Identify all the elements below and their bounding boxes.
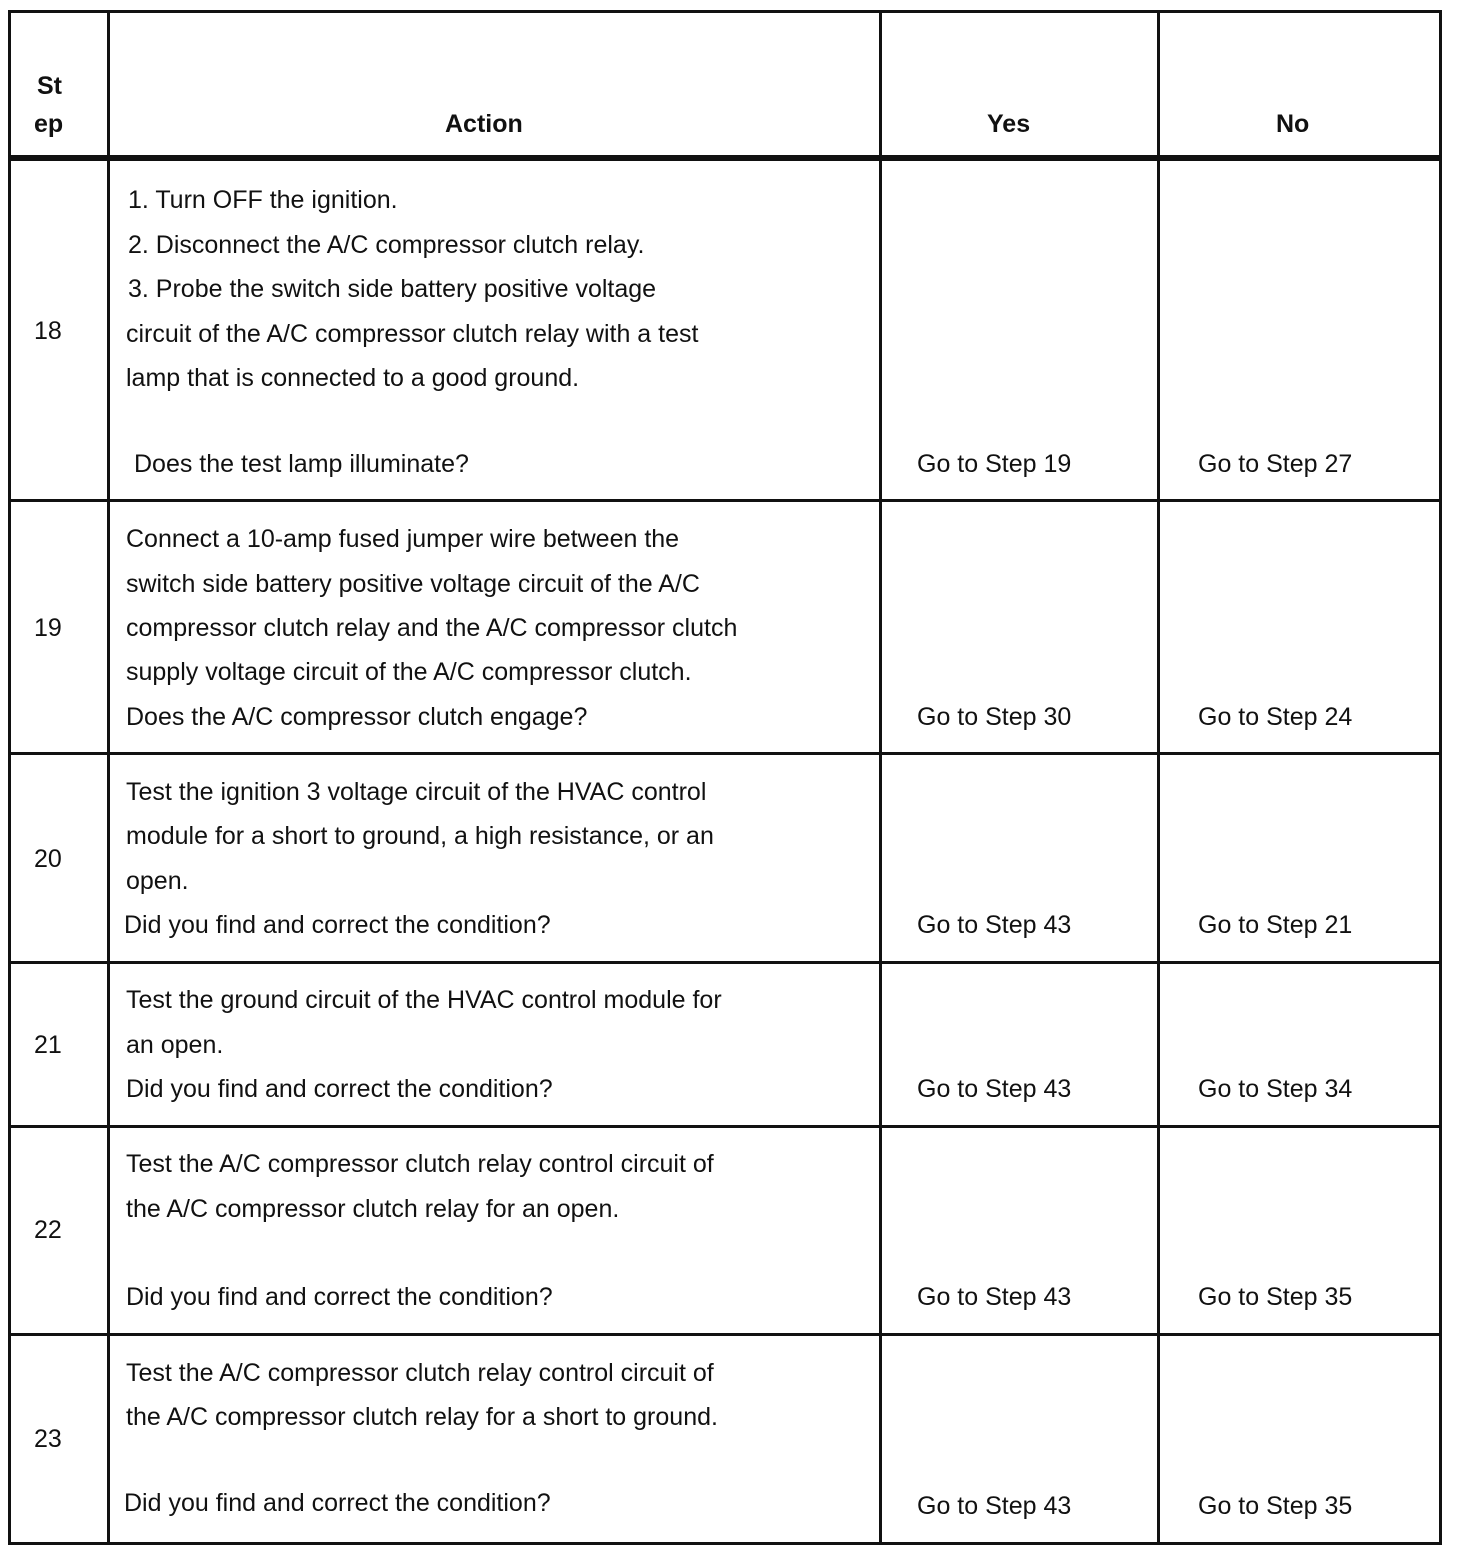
step-number: 18 (34, 317, 62, 345)
action-line: module for a short to ground, a high resistance, or an (126, 822, 714, 850)
action-question: Did you find and correct the condition? (124, 911, 551, 939)
table-border-top (8, 10, 1442, 13)
step-number: 19 (34, 614, 62, 642)
yes-result: Go to Step 43 (917, 1283, 1072, 1311)
header-step-line1: St (37, 72, 62, 100)
column-divider (1157, 10, 1160, 1545)
action-line: lamp that is connected to a good ground. (126, 364, 580, 392)
row-divider (8, 1333, 1442, 1336)
column-divider (107, 10, 110, 1545)
action-line: circuit of the A/C compressor clutch relay with a test (126, 320, 699, 348)
action-line: an open. (126, 1031, 224, 1059)
no-result: Go to Step 27 (1198, 450, 1353, 478)
column-divider (879, 10, 882, 1545)
action-line: Test the A/C compressor clutch relay control circuit of (126, 1359, 714, 1387)
no-result: Go to Step 34 (1198, 1075, 1353, 1103)
diagnostic-table (8, 10, 1442, 1545)
table-border-left (8, 10, 11, 1545)
row-divider (8, 961, 1442, 964)
action-line: Test the A/C compressor clutch relay control circuit of (126, 1150, 714, 1178)
header-yes: Yes (987, 110, 1031, 138)
header-step-line2: ep (34, 110, 64, 138)
table-border-bottom (8, 1542, 1442, 1545)
action-question: Does the A/C compressor clutch engage? (126, 703, 588, 731)
yes-result: Go to Step 19 (917, 450, 1072, 478)
step-number: 20 (34, 845, 62, 873)
action-question: Did you find and correct the condition? (126, 1075, 553, 1103)
action-line: open. (126, 867, 189, 895)
action-line: compressor clutch relay and the A/C compressor clutch (126, 614, 738, 642)
header-divider (8, 155, 1442, 161)
yes-result: Go to Step 43 (917, 1492, 1072, 1520)
row-divider (8, 1125, 1442, 1128)
yes-result: Go to Step 43 (917, 911, 1072, 939)
yes-result: Go to Step 43 (917, 1075, 1072, 1103)
no-result: Go to Step 21 (1198, 911, 1353, 939)
row-divider (8, 499, 1442, 502)
action-line: Test the ground circuit of the HVAC control module for (126, 986, 722, 1014)
action-line: the A/C compressor clutch relay for a short to ground. (126, 1403, 718, 1431)
no-result: Go to Step 35 (1198, 1283, 1353, 1311)
action-line: supply voltage circuit of the A/C compressor clutch. (126, 658, 692, 686)
row-divider (8, 752, 1442, 755)
action-line: 2. Disconnect the A/C compressor clutch relay. (128, 231, 645, 259)
no-result: Go to Step 35 (1198, 1492, 1353, 1520)
header-action: Action (445, 110, 523, 138)
step-number: 23 (34, 1425, 62, 1453)
action-line: 3. Probe the switch side battery positive voltage (128, 275, 657, 303)
yes-result: Go to Step 30 (917, 703, 1072, 731)
no-result: Go to Step 24 (1198, 703, 1353, 731)
action-question: Did you find and correct the condition? (126, 1283, 553, 1311)
action-line: Test the ignition 3 voltage circuit of the HVAC control (126, 778, 707, 806)
action-line: Connect a 10-amp fused jumper wire between the (126, 525, 680, 553)
action-question: Did you find and correct the condition? (124, 1489, 551, 1517)
action-line: the A/C compressor clutch relay for an open. (126, 1195, 620, 1223)
step-number: 22 (34, 1216, 62, 1244)
action-line: 1. Turn OFF the ignition. (128, 186, 398, 214)
action-line: switch side battery positive voltage circuit of the A/C (126, 570, 700, 598)
step-number: 21 (34, 1031, 62, 1059)
action-question: Does the test lamp illuminate? (134, 450, 469, 478)
header-no: No (1276, 110, 1310, 138)
table-border-right (1439, 10, 1442, 1545)
